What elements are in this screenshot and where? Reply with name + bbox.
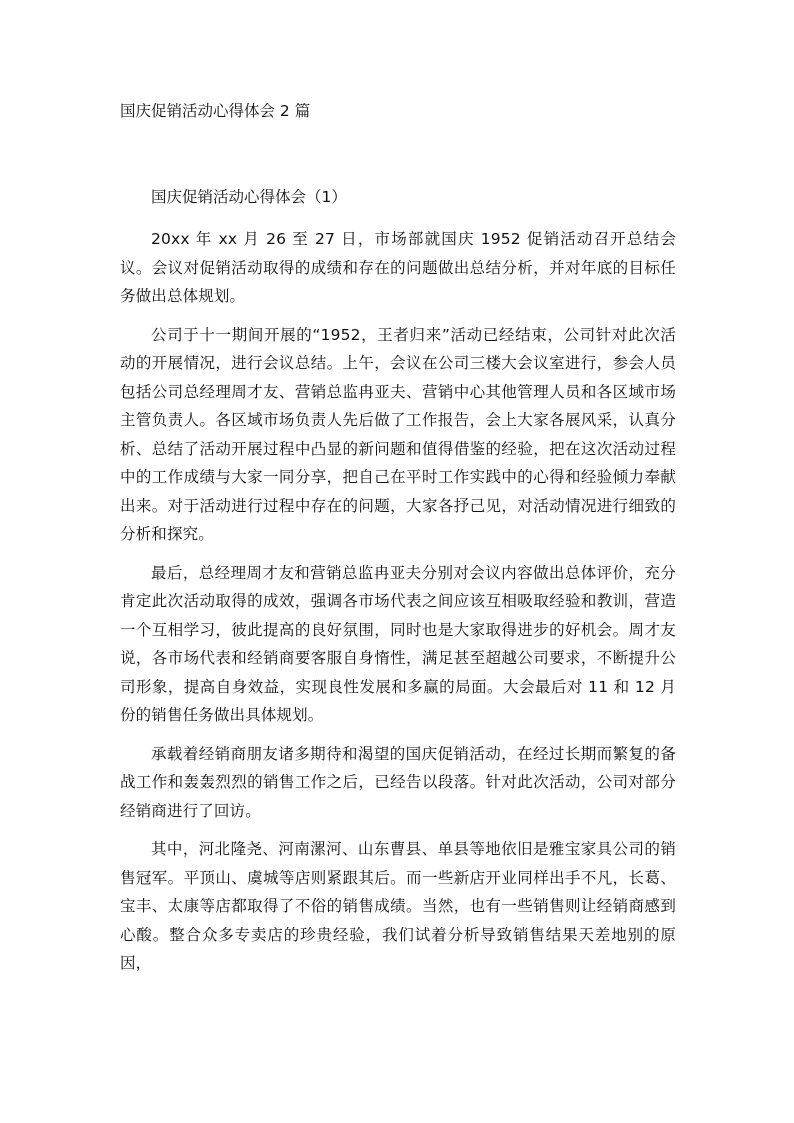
paragraph-activity-review: 公司于十一期间开展的“1952，王者归来”活动已经结束，公司针对此次活动的开展情况，进行会议总结。上午，会议在公司三楼大会议室进行，参会人员包括公司总经理周才友、营销总监冉亚夫、营销中心其他管理人员和各区域市场主管负责人。各区域市场负责人先后做了工作报告，会上大家各展风采，认真分析、总结了活动开展过程中凸显的新问题和值得借鉴的经验，把在这次活动过程中的工作成绩与大家一同分享，把自己在平时工作实践中的心得和经验倾力奉献出来。对于活动进行过程中存在的问题，大家各抒己见，对活动情况进行细致的分析和探究。 xyxy=(120,325,676,543)
paragraph-meeting-summary: 20xx 年 xx 月 26 至 27 日，市场部就国庆 1952 促销活动召开总结会议。会议对促销活动取得的成绩和存在的问题做出总结分析，并对年底的目标任务做出总体规划。 xyxy=(120,230,676,305)
paragraph-dealer-visits: 承载着经销商朋友诸多期待和渴望的国庆促销活动，在经过长期而繁复的备战工作和轰轰烈烈的销售工作之后，已经告以段落。针对此次活动，公司对部分经销商进行了回访。 xyxy=(120,744,676,820)
section-heading: 国庆促销活动心得体会（1） xyxy=(151,188,347,206)
paragraph-sales-results: 其中，河北隆尧、河南漯河、山东曹县、单县等地依旧是雅宝家具公司的销售冠军。平顶山、虞城等店则紧跟其后。而一些新店开业同样出手不凡，长葛、宝丰、太康等店都取得了不俗的销售成绩。当然，也有一些销售则让经销商感到心酸。整合众多专卖店的珍贵经验，我们试着分析导致销售结果天差地别的原因， xyxy=(120,840,676,972)
paragraph-final-remarks: 最后，总经理周才友和营销总监冉亚夫分别对会议内容做出总体评价，充分肯定此次活动取得的成效，强调各市场代表之间应该互相吸取经验和教训，营造一个互相学习，彼此提高的良好氛围，同时也是大家取得进步的好机会。周才友说，各市场代表和经销商要客服自身惰性，满足甚至超越公司要求，不断提升公司形象，提高自身效益，实现良性发展和多赢的局面。大会最后对 11 和 12 月份的销售任务做出具体规划。 xyxy=(120,563,676,724)
document-body xyxy=(120,183,676,988)
document-title: 国庆促销活动心得体会 2 篇 xyxy=(120,102,311,120)
